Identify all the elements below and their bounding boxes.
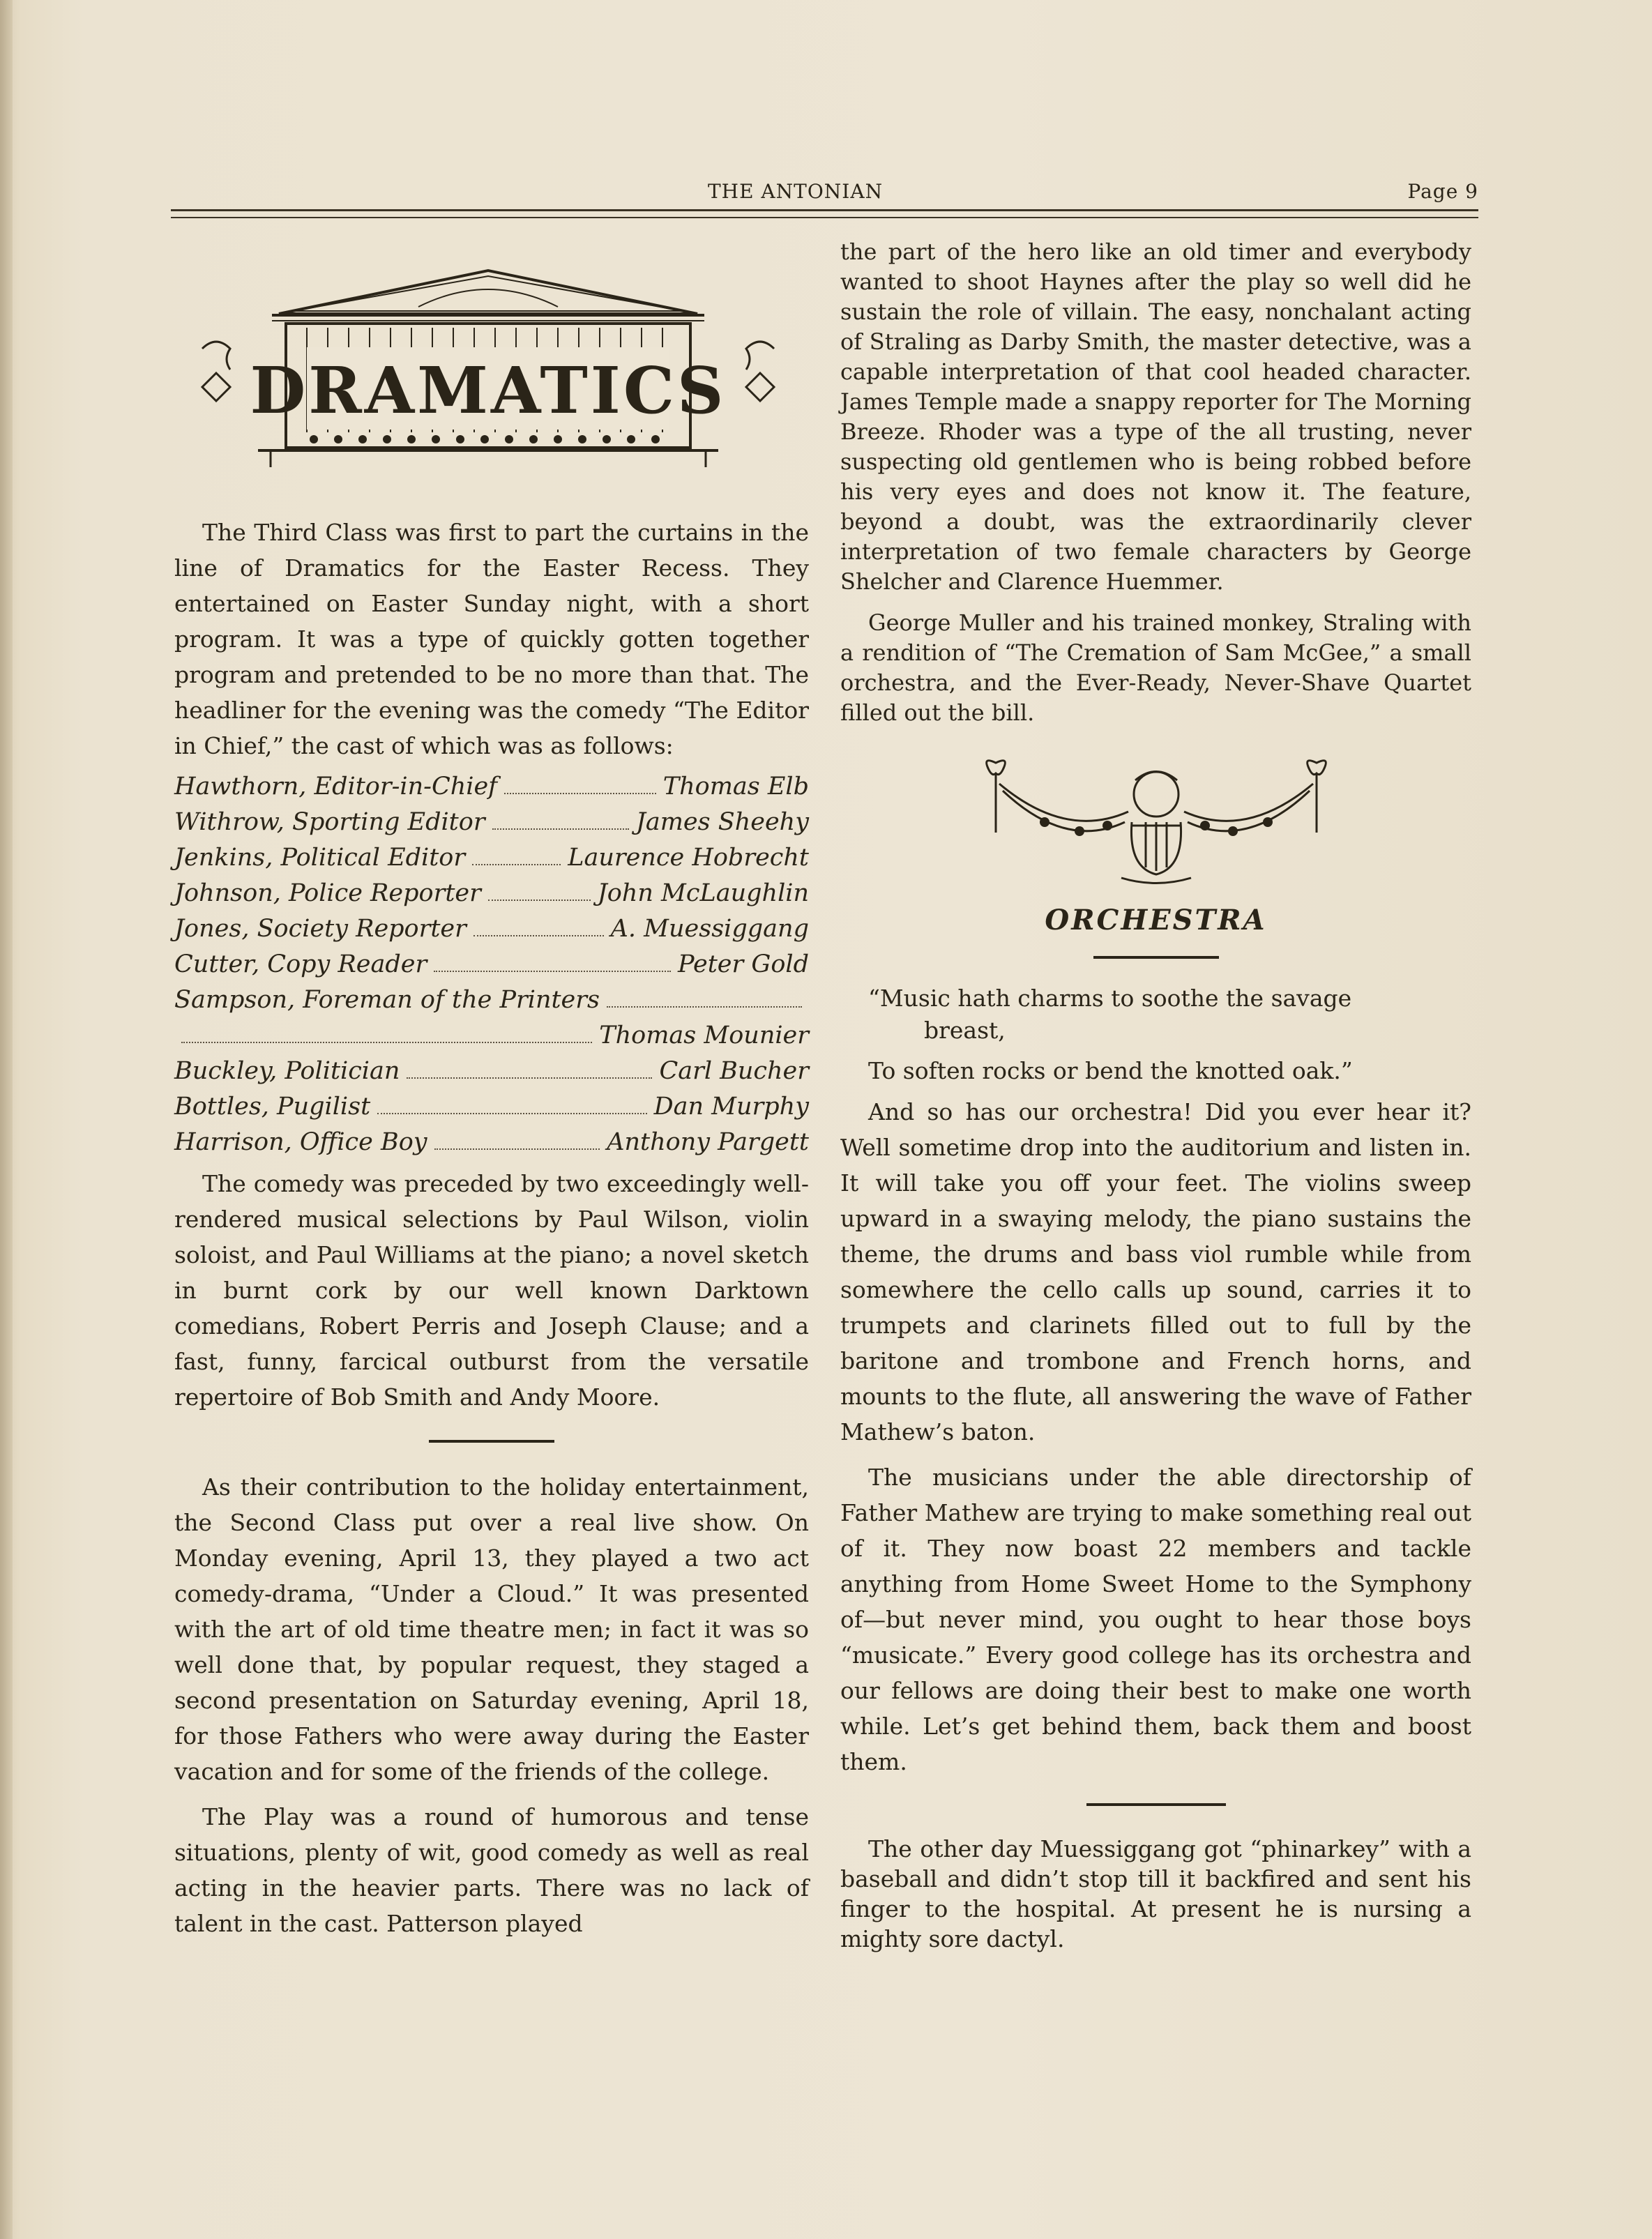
cast-role: Withrow, Sporting Editor xyxy=(174,808,485,836)
orchestra-paragraph: And so has our orchestra! Did you ever hear it? Well sometime drop into the auditorium and listen in. It will take you off your feet. The violins sweep upward in a swaying melody, the piano sustains the theme, the drums and bass viol rumble while from somewhere the cello calls up sound, carries it to trumpets and clarinets filled out to full by the baritone and trombone and French horns, and mounts to the flute, all answering the wave of Father Mathew’s baton. xyxy=(840,1098,1471,1445)
third-class-paragraph: The Third Class was first to part the curtains in the line of Dramatics for the Easter Recess. They entertained on Easter Sunday night, with a short program. It was a type of quickly gotten together program and pretended to be no more than that. The headliner for the evening was the comedy “The Editor in Chief,” the cast of which was as follows: xyxy=(174,519,809,759)
comedy-paragraph: The comedy was preceded by two exceedingly well-rendered musical selections by Paul Wilson, violin soloist, and Paul Williams at the piano; a novel sketch in burnt cork by our well known Darktown comedians, Robert Perris and Joseph Clause; and a fast, funny, farcical outburst from the versatile repertoire of Bob Smith and Andy Moore. xyxy=(174,1170,809,1411)
musicians-paragraph: The musicians under the able directorship of Father Mathew are trying to make something real out of it. They now boast 22 members and tackle anything from Home Sweet Home to the Symphony of—but never mind, you ought to hear those boys “musicate.” Every good college has its orchestra and our fellows are doing their best to make one worth while. Let’s get behind them, back them and boost them. xyxy=(840,1464,1471,1775)
quote-line: “Music hath charms to soothe the savage xyxy=(868,985,1352,1012)
cast-actor: A. Muessiggang xyxy=(610,915,809,943)
orchestra-quote xyxy=(840,982,1471,1087)
header-rule xyxy=(171,209,1478,218)
quote-line: To soften rocks or bend the knotted oak.” xyxy=(868,1057,1353,1084)
cast-row xyxy=(174,805,809,840)
cast-actor: Peter Gold xyxy=(678,950,809,978)
second-class-paragraph: As their contribution to the holiday entertainment, the Second Class put over a real live show. On Monday evening, April 13, they played a two act comedy-drama, “Under a Cloud.” It was presented with the art of old time theatre men; in fact it was so well done that, by popular request, they staged a second presentation on Saturday evening, April 18, for those Fathers who were away during the Easter vacation and for some of the friends of the college. xyxy=(174,1473,809,1785)
cast-row xyxy=(174,769,809,805)
cast-actor: James Sheehy xyxy=(635,808,809,836)
cast-actor: Thomas Mounier xyxy=(599,1022,809,1049)
cast-actor: Carl Bucher xyxy=(659,1057,809,1085)
cast-row xyxy=(174,947,809,982)
cast-row xyxy=(174,1125,809,1160)
cast-actor: Thomas Elb xyxy=(662,773,809,800)
page-header xyxy=(171,180,1478,205)
left-column xyxy=(174,237,809,1941)
cast-role: Sampson, Foreman of the Printers xyxy=(174,986,600,1014)
cast-list xyxy=(174,769,809,1160)
lyre-garland-illustration xyxy=(961,756,1351,888)
cast-role: Jenkins, Political Editor xyxy=(174,844,466,872)
cast-row xyxy=(174,1089,809,1125)
muessiggang-paragraph: The other day Muessiggang got “phinarkey” with a baseball and didn’t stop till it backfired and sent his finger to the hospital. At present he is nursing a mighty sore dactyl. xyxy=(840,1835,1471,1952)
section-divider xyxy=(429,1440,554,1443)
cast-row xyxy=(174,982,809,1018)
cast-actor: John McLaughlin xyxy=(597,879,809,907)
binding-edge xyxy=(0,0,13,2239)
play-paragraph: The Play was a round of humorous and tense situations, plenty of wit, good comedy as well as real acting in the heavier parts. There was no lack of talent in the cast. Patterson played xyxy=(174,1803,809,1937)
dramatics-banner-text: DRAMATICS xyxy=(250,353,727,428)
muller-paragraph: George Muller and his trained monkey, Straling with a rendition of “The Cremation of Sam McGee,” a small orchestra, and the Ever-Ready, Never-Shave Quartet filled out the bill. xyxy=(840,609,1471,726)
cast-role: Jones, Society Reporter xyxy=(174,915,467,943)
dramatics-banner xyxy=(188,265,788,488)
cast-row xyxy=(174,1018,809,1054)
cast-actor: Dan Murphy xyxy=(653,1093,809,1121)
cast-row xyxy=(174,876,809,911)
orchestra-heading: ORCHESTRA xyxy=(1045,904,1267,936)
dramatics-banner-illustration xyxy=(188,265,788,488)
cast-row xyxy=(174,911,809,947)
play-continued-paragraph: the part of the hero like an old timer and everybody wanted to shoot Haynes after the play so well did he sustain the role of villain. The easy, nonchalant acting of Straling as Darby Smith, the master detective, was a capable interpretation of that cool headed character. James Temple made a snappy reporter for The Morning Breeze. Rhoder was a type of the all trusting, never suspecting old gentlemen who is being robbed before his very eyes and does not know it. The feature, beyond a doubt, was the extraordinarily clever interpretation of two female characters by George Shelcher and Clarence Huemmer. xyxy=(840,238,1471,595)
cast-actor: Anthony Pargett xyxy=(607,1128,809,1156)
page-number: Page 9 xyxy=(1407,180,1478,203)
publication-title: THE ANTONIAN xyxy=(708,180,884,203)
cast-actor: Laurence Hobrecht xyxy=(568,844,809,872)
cast-row xyxy=(174,840,809,876)
cast-role: Harrison, Office Boy xyxy=(174,1128,427,1156)
orchestra-ornament xyxy=(840,756,1471,888)
cast-role: Cutter, Copy Reader xyxy=(174,950,427,978)
section-divider xyxy=(1086,1803,1226,1806)
cast-role: Johnson, Police Reporter xyxy=(174,879,481,907)
quote-line: breast, xyxy=(924,1017,1006,1044)
section-divider xyxy=(1093,956,1219,959)
cast-role: Hawthorn, Editor-in-Chief xyxy=(174,773,498,800)
cast-row xyxy=(174,1054,809,1089)
cast-role: Bottles, Pugilist xyxy=(174,1093,371,1121)
cast-role: Buckley, Politician xyxy=(174,1057,400,1085)
right-column xyxy=(840,237,1471,1954)
